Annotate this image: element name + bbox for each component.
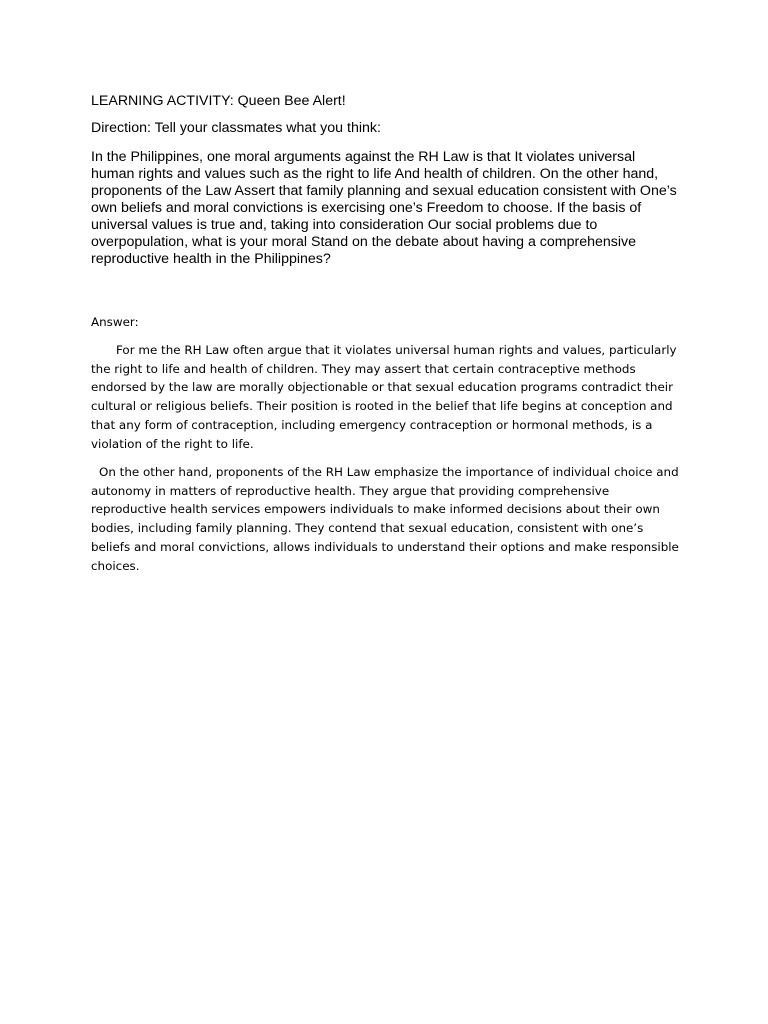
answer-label: Answer: (91, 315, 139, 329)
answer-paragraph-2: On the other hand, proponents of the RH Law emphasize the importance of individual choice and autonomy in matters of reproductive health. They argue that providing comprehensive reproductive health services empowers individuals to make informed decisions about their own bodies, including family planning. They contend that sexual education, consistent with one’s beliefs and moral convictions, allows individuals to understand their options and make responsible choices. (91, 465, 679, 573)
answer-paragraph-1: For me the RH Law often argue that it violates universal human rights and values, particularly the right to life and health of children. They may assert that certain contraceptive methods endorsed by the law are morally objectionable or that sexual education programs contradict their cultural or religious beliefs. Their position is rooted in the belief that life begins at conception and that any form of contraception, including emergency contraception or hormonal methods, is a violation of the right to life. (91, 343, 677, 451)
activity-title: LEARNING ACTIVITY: Queen Bee Alert! (91, 93, 346, 109)
direction-text: Direction: Tell your classmates what you think: (91, 120, 381, 136)
question-paragraph: In the Philippines, one moral arguments against the RH Law is that It violates universal human rights and values such as the right to life And health of children. On the other hand, proponents of the Law Assert that family planning and sexual education consistent with One’s own beliefs and moral convictions is exercising one’s Freedom to choose. If the basis of universal values is true and, taking into consideration Our social problems due to overpopulation, what is your moral Stand on the debate about having a comprehensive reproductive health in the Philippines? (91, 149, 677, 267)
